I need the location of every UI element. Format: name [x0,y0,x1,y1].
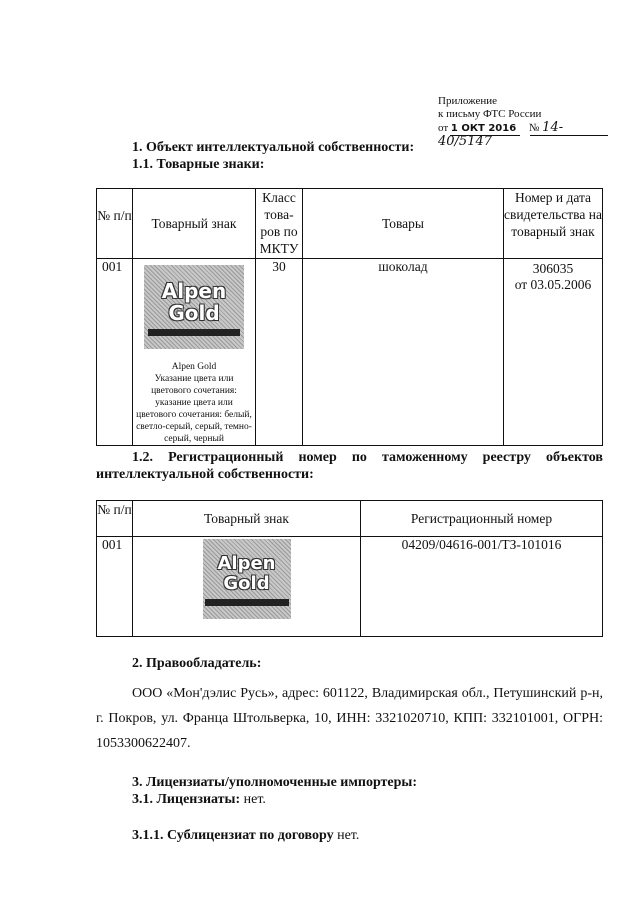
registration-number-cell: 04209/04616-001/ТЗ-101016 [361,537,603,637]
row-number: 001 [97,537,133,637]
logo-ribbon [205,599,289,606]
goods-cell: шоколад [303,259,504,446]
logo-word-alpen: Alpen [161,279,227,303]
col-header-number: № п/п [97,189,133,259]
section12-title: 1.2. Регистрационный номер по таможенному реестру объектов интеллектуальной собственности: [96,450,603,482]
section31-label: 3.1. Лицензиаты: [132,792,241,807]
trademark-cell [133,259,256,446]
col-header-goods: Товары [303,189,504,259]
rightholder-text: ООО «Мон'дэлис Русь», адрес: 601122, Владимирская обл., Петушинский р-н, г. Покров, ул. Франца Штольверка, 10, ИНН: 3321020710, КПП: 332101001, ОГРН: 1053300622407. [96,686,603,751]
row-number: 001 [97,259,133,446]
logo-color-caption: Указание цвета или цветового сочетания: указание цвета или цветового сочетания: белый, светло-серый, серый, темно-серый, черный [136,374,252,444]
section11-title: 1.1. Товарные знаки: [132,157,265,172]
number-prefix: № [528,122,540,134]
logo-word-gold: Gold [168,301,220,325]
logo-word-gold: Gold [223,573,270,594]
logo-ribbon [148,329,240,336]
certificate-cell [504,259,603,446]
col-header-certificate: Номер и дата свидетельства на товарный знак [504,189,603,259]
certificate-number: 306035 [532,261,574,276]
letter-reference-label: к письму ФТС России [438,108,542,120]
trademark-cell [133,537,361,637]
trademarks-table [96,188,603,446]
table-row [97,259,603,446]
col-header-number: № п/п [97,501,133,537]
letter-number: 14-40/5147 [438,120,564,149]
logo-word-alpen: Alpen [217,553,276,574]
section31-line [132,792,266,808]
table-row [97,537,603,637]
logo-caption-title: Alpen Gold [171,362,217,372]
section3-title: 3. Лицензиаты/уполномоченные импортеры: [132,775,418,790]
section2-title: 2. Правообладатель: [132,656,262,671]
class-cell: 30 [256,259,303,446]
col-header-trademark: Товарный знак [133,501,361,537]
col-header-registration-number: Регистрационный номер [361,501,603,537]
section31-value: нет. [240,792,266,807]
alpen-gold-logo [144,265,244,349]
date-number-line [438,120,608,149]
number-underline [530,135,608,136]
registry-table [96,500,603,637]
table-header-row [97,189,603,259]
col-header-class: Класс това-ров по МКТУ [256,189,303,259]
section311-label: 3.1.1. Сублицензиат по договору [132,828,334,843]
attachment-label: Приложение [438,95,498,107]
table-header-row [97,501,603,537]
section1-title: 1. Объект интеллектуальной собственности: [132,140,415,155]
col-header-trademark: Товарный знак [133,189,256,259]
date-underline [450,135,520,136]
certificate-date: от 03.05.2006 [514,277,592,292]
date-prefix: от [438,122,449,134]
alpen-gold-logo [203,539,291,619]
section311-value: нет. [333,828,360,843]
section311-line [132,828,359,844]
letter-date: 1 ОКТ 2016 [450,123,517,134]
